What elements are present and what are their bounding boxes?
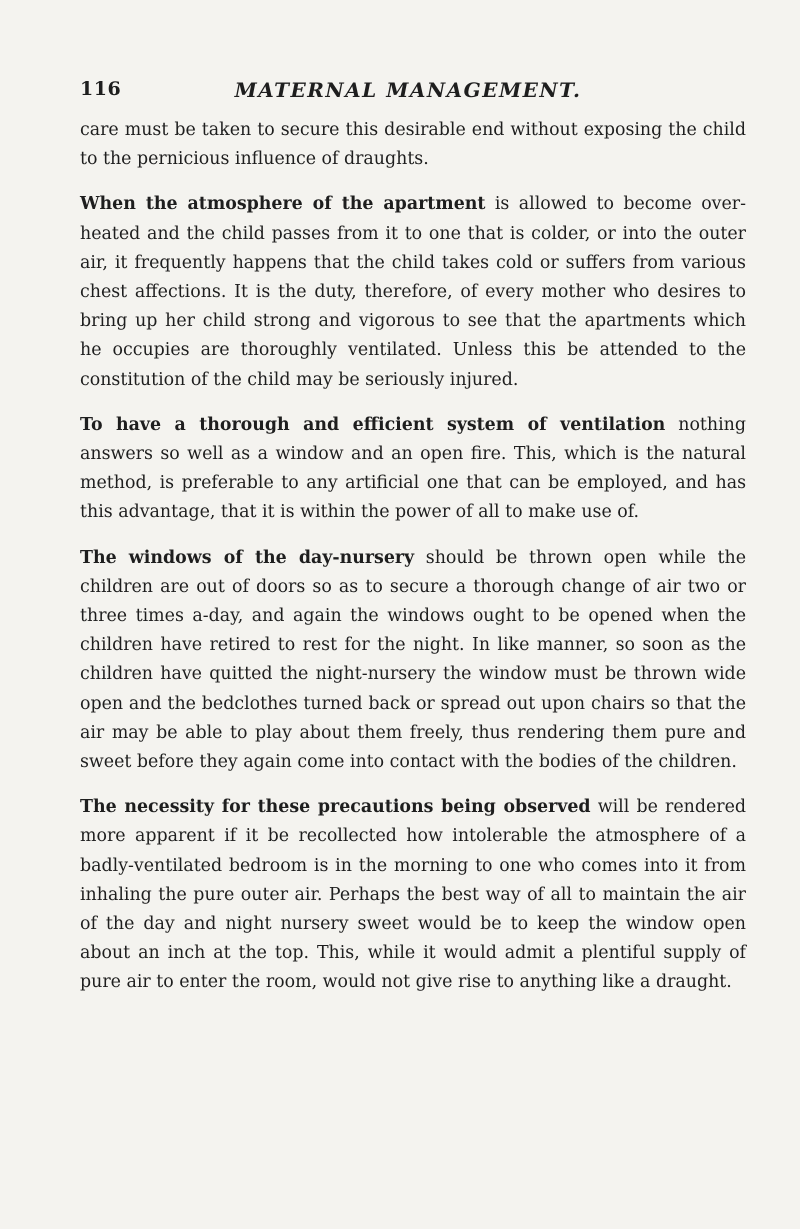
paragraph-3-text: nothing answers so well as a window and an open fire. This, which is the natural method, is preferable to any artificial one that can be employed, and has this advantage, that it is within the power of all to make use of. bbox=[80, 414, 746, 523]
paragraph-2-lead: When the atmosphere of the apartment bbox=[80, 194, 486, 215]
paragraph-2-text: is allowed to become over-heated and the child passes from it to one that is colder, or into the outer air, it frequently happens that the child takes cold or suffers from various chest affections. It is the duty, therefore, of every mother who desires to bring up her child strong and vigorous to see that the apartments which he occupies are thoroughly ventilated. Unless this be attended to the constitution of the child may be seriously injured. bbox=[80, 194, 746, 390]
paragraph-2 bbox=[80, 190, 746, 394]
paragraph-4-text: should be thrown open while the children are out of doors so as to secure a thorough change of air two or three times a-day, and again the windows ought to be opened when the children have retired to rest for the night. In like manner, so soon as the children have quitted the night-nursery the window must be thrown wide open and the bedclothes turned back or spread out upon chairs so that the air may be able to play about them freely, thus rendering them pure and sweet before they again come into contact with the bodies of the children. bbox=[80, 547, 746, 773]
paragraph-1-text: care must be taken to secure this desirable end without exposing the child to the pernicious influence of draughts. bbox=[80, 120, 746, 170]
running-head: MATERNAL MANAGEMENT. bbox=[234, 78, 582, 102]
paragraph-5-text: will be rendered more apparent if it be recollected how intolerable the atmosphere of a badly-ventilated bedroom is in the morning to one who comes into it from inhaling the pure outer air. Perhaps the best way of all to maintain the air of the day and night nursery sweet would be to keep the window open about an inch at the top. This, while it would admit a plentiful supply of pure air to enter the room, would not give rise to anything like a draught. bbox=[80, 797, 747, 993]
page-header bbox=[70, 78, 746, 116]
paragraph-3-lead: To have a thorough and efficient system of ventilation bbox=[80, 414, 666, 435]
page-number: 116 bbox=[80, 78, 122, 100]
paragraph-4-lead: The windows of the day-nursery bbox=[80, 547, 415, 568]
body-text bbox=[70, 116, 746, 998]
paragraph-5-lead: The necessity for these precautions being observed bbox=[80, 797, 591, 818]
paragraph-1 bbox=[80, 116, 746, 174]
paragraph-4 bbox=[80, 544, 746, 778]
book-page bbox=[70, 0, 746, 1014]
paragraph-5 bbox=[80, 793, 746, 997]
paragraph-3 bbox=[80, 411, 746, 528]
